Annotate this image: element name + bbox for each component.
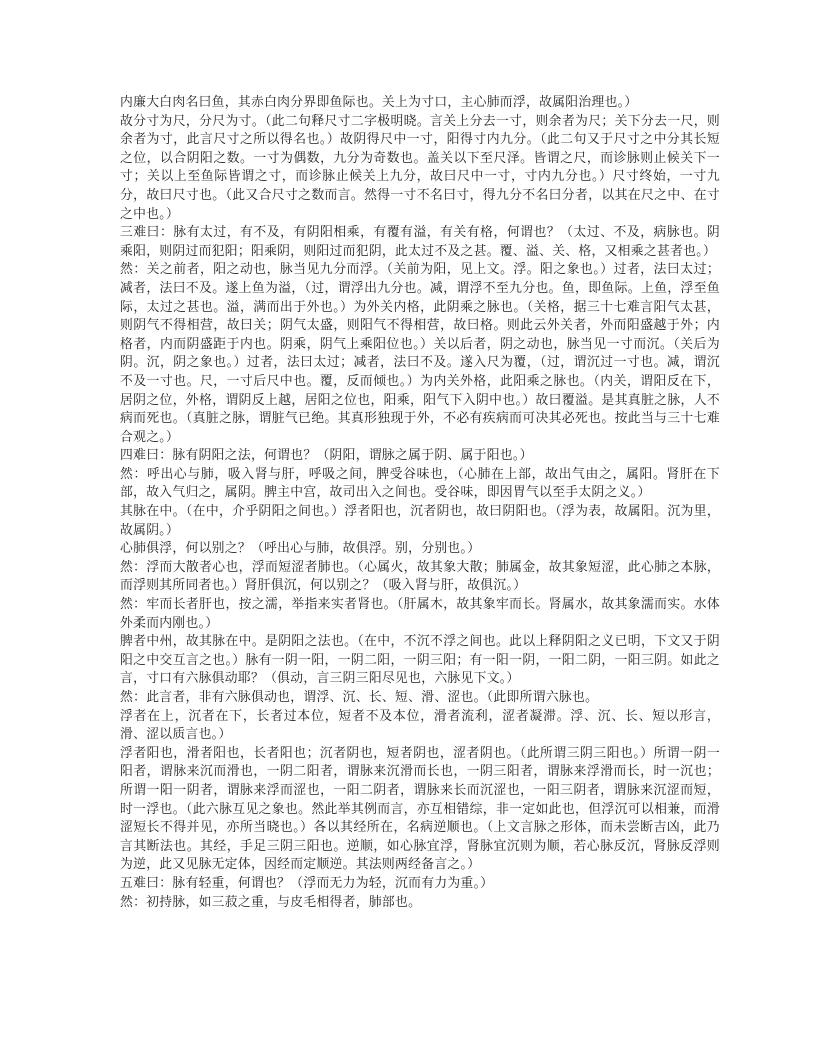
paragraph-3: 三难曰：脉有太过，有不及，有阴阳相乘，有覆有溢，有关有格，何谓也？（太过、不及，病脉也。阴乘阳，则阴过而犯阳；阳乘阴，则阳过而犯阴，此太过不及之甚。覆、溢、关、格，又相乘之甚者也。） <box>120 225 720 259</box>
paragraph-6: 然：呼出心与肺，吸入肾与肝，呼吸之间，脾受谷味也，（心肺在上部，故出气由之，属阳。肾肝在下部，故入气归之，属阴。脾主中宫，故司出入之间也。受谷味，即因胃气以至手太阴之义。） <box>120 466 720 501</box>
paragraph-13: 浮者在上，沉者在下，长者过本位，短者不及本位，滑者流利，涩者凝滞。浮、沉、长、短以形言，滑、涩以质言也。） <box>120 708 720 743</box>
paragraph-7: 其脉在中。（在中，介乎阴阳之间也。）浮者阳也，沉者阴也，故曰阴阳也。（浮为表，故属阳。沉为里，故属阴。） <box>120 504 720 538</box>
paragraph-11: 脾者中州，故其脉在中。是阴阳之法也。（在中，不沉不浮之间也。此以上释阴阳之义已明，下文又于阴阳之中交互言之也。）脉有一阴一阳，一阴二阳，一阴三阳；有一阳一阴，一阳二阴，一阳三阴。如此之言，寸口有六脉俱动耶？（俱动，言三阴三阳尽见也，六脉见下文。） <box>120 634 720 687</box>
paragraph-8: 心肺俱浮，何以别之？（呼出心与肺，故俱浮。别，分别也。） <box>120 541 481 557</box>
paragraph-4: 然：关之前者，阳之动也，脉当见九分而浮。（关前为阳，见上文。浮。阳之象也。）过者，法曰太过；减者，法曰不及。遂上鱼为溢，（过，谓浮出九分也。减，谓浮不至九分也。鱼，即鱼际。上鱼，浮至鱼际，太过之甚也。溢，满而出于外也。）为外关内格，此阴乘之脉也。（关格，据三十七难言阳气太甚，则阴气不得相营，故曰关；阴气太盛，则阳气不得相营，故曰格。则此云外关者，外而阳盛越于外；内格者，内而阴盛距于内也。阴乘，阴气上乘阳位也。）关以后者，阴之动也，脉当见一寸而沉。（关后为阴。沉，阴之象也。）过者，法曰太过；减者，法曰不及。遂入尺为覆，（过，谓沉过一寸也。减，谓沉不及一寸也。尺，一寸后尺中也。覆，反而倾也。）为内关外格，此阳乘之脉也。（内关，谓阳反在下，居阴之位，外格，谓阴反上越，居阳之位也，阳乘，阳气下入阴中也。）故曰覆溢。是其真脏之脉，人不病而死也。（真脏之脉，谓脏气已绝。其真形独现于外，不必有疾病而可决其必死也。按此当与三十七难合观之。） <box>120 262 720 445</box>
paragraph-9: 然：浮而大散者心也，浮而短涩者肺也。（心属火，故其象大散；肺属金，故其象短涩，此心肺之本脉，而浮则其所同者也。）肾肝俱沉，何以别之？（吸入肾与肝，故俱沉。） <box>120 559 720 594</box>
paragraph-5: 四难曰：脉有阴阳之法，何谓也？（阴阳，谓脉之属于阴、属于阳也。） <box>120 448 533 464</box>
paragraph-14: 浮者阳也，滑者阳也，长者阳也；沉者阴也，短者阴也，涩者阴也。（此所谓三阴三阳也。）所谓一阴一阳者，谓脉来沉而滑也，一阴二阳者，谓脉来沉滑而长也，一阴三阳者，谓脉来浮滑而长，时一沉也；所谓一阳一阴者，谓脉来浮而涩也，一阳二阴者，谓脉来长而沉涩也，一阳三阴者，谓脉来沉涩而短，时一浮也。（此六脉互见之象也。然此举其例而言，亦互相错综，非一定如此也，但浮沉可以相兼，而滑涩短长不得并见，亦所当晓也。）各以其经所在，名病逆顺也。（上文言脉之形体，而未尝断吉凶，此乃言其断法也。其经，手足三阴三阳也。逆顺，如心脉宜浮，肾脉宜沉则为顺，若心脉反沉，肾脉反浮则为逆，此又见脉无定体，因经而定顺逆。其法则两经备言之。） <box>120 745 720 873</box>
paragraph-12: 然：此言者，非有六脉俱动也，谓浮、沉、长、短、滑、涩也。（此即所谓六脉也。 <box>120 690 599 705</box>
paragraph-2: 故分寸为尺，分尺为寸。（此二句释尺寸二字极明晓。言关上分去一寸，则余者为尺；关下分去一尺，则余者为寸，此言尺寸之所以得名也。）故阴得尺中一寸，阳得寸内九分。（此二句又于尺寸之中分其长短之位，以合阴阳之数。一寸为偶数，九分为奇数也。盖关以下至尺泽。皆谓之尺，而诊脉则止候关下一寸；关以上至鱼际皆谓之寸，而诊脉止候关上九分，故曰尺中一寸，寸内九分也。）尺寸终始，一寸九分，故曰尺寸也。（此又合尺寸之数而言。然得一寸不名曰寸，得九分不名曰分者，以其在尺之中、在寸之中也。） <box>120 113 720 222</box>
paragraph-1: 内廉大白肉名曰鱼，其赤白肉分界即鱼际也。关上为寸口，主心肺而浮，故属阳治理也。） <box>120 95 638 110</box>
paragraph-15: 五难曰：脉有轻重，何谓也？（浮而无力为轻，沉而有力为重。） <box>120 875 494 891</box>
paragraph-16: 然：初持脉，如三菽之重，与皮毛相得者，肺部也。 <box>120 894 422 910</box>
paragraph-10: 然：牢而长者肝也，按之濡，举指来实者肾也。（肝属木，故其象牢而长。肾属水，故其象濡而实。水体外柔而内刚也。） <box>120 597 720 631</box>
